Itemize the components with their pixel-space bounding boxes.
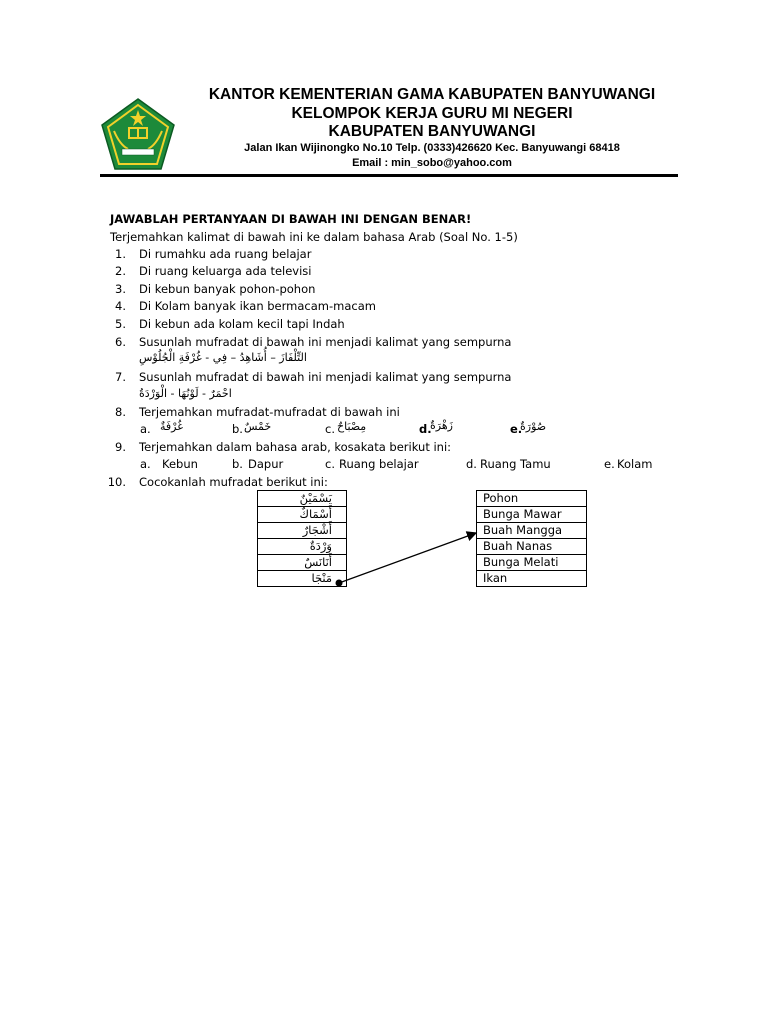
matching-right-item: Bunga Melati [477,555,587,571]
option-label: b. [232,457,243,471]
instruction: JAWABLAH PERTANYAAN DI BAWAH INI DENGAN BENAR! [110,212,472,226]
option-label: d. [466,457,477,471]
header-line1: KANTOR KEMENTERIAN GAMA KABUPATEN BANYUWANGI [208,86,656,103]
question-text: Di kebun ada kolam kecil tapi Indah [139,317,345,331]
matching-left-item: أَنَانَسٌ [258,555,347,571]
matching-right-item: Buah Nanas [477,539,587,555]
option-label: a. [140,422,151,436]
option-label: c. [325,422,335,436]
option-label: c. [325,457,335,471]
question-number: 10. [107,475,126,489]
option-label: e. [604,457,615,471]
question-number: 6. [115,335,126,349]
matching-left-item: أَسْمَاكٌ [258,507,347,523]
matching-left-item: وَرْدَةٌ [258,539,347,555]
option-arabic: خَمْسٌ [244,420,272,433]
matching-right-item: Bunga Mawar [477,507,587,523]
header-address: Jalan Ikan Wijinongko No.10 Telp. (0333)426620 Kec. Banyuwangi 68418 [244,142,620,154]
matching-left-item: يَسْمَيْنٌ [258,491,347,507]
question-number: 5. [115,317,126,331]
header-line2: KELOMPOK KERJA GURU MI NEGERI [291,105,573,122]
subinstruction: Terjemahkan kalimat di bawah ini ke dalam bahasa Arab (Soal No. 1-5) [110,230,518,244]
option-text: Kolam [617,457,653,471]
question-text: Terjemahkan dalam bahasa arab, kosakata berikut ini: [139,440,452,454]
question-text: Di ruang keluarga ada televisi [139,264,312,278]
question-number: 2. [115,264,126,278]
matching-left-item: مَنْجَا [258,571,347,587]
question-number: 9. [115,440,126,454]
question-number: 1. [115,247,126,261]
option-text: Ruang Tamu [480,457,551,471]
question-number: 7. [115,370,126,384]
question-text: Susunlah mufradat di bawah ini menjadi kalimat yang sempurna [139,370,512,384]
option-text: Dapur [248,457,284,471]
matching-left-item: أَشْجَارٌ [258,523,347,539]
option-label: d. [419,422,432,436]
option-label: a. [140,457,151,471]
option-text: Kebun [162,457,198,471]
question-text: Di Kolam banyak ikan bermacam-macam [139,299,376,313]
header-email: Email : min_sobo@yahoo.com [352,157,512,169]
question-text: Terjemahkan mufradat-mufradat di bawah ini [139,405,400,419]
question-number: 4. [115,299,126,313]
header-line3: KABUPATEN BANYUWANGI [328,123,536,140]
matching-right-item: Pohon [477,491,587,507]
question-text: Di kebun banyak pohon-pohon [139,282,316,296]
question-text: Susunlah mufradat di bawah ini menjadi kalimat yang sempurna [139,335,512,349]
question-number: 3. [115,282,126,296]
option-text: Ruang belajar [339,457,419,471]
option-label: e. [510,422,523,436]
option-arabic: صُوْرَةٌ [520,420,547,433]
option-label: b. [232,422,243,436]
matching-right-item: Ikan [477,571,587,587]
option-arabic: زَهْرَةٌ [430,419,453,432]
question-text: Cocokanlah mufradat berikut ini: [139,475,328,489]
question-text: Di rumahku ada ruang belajar [139,247,312,261]
question-number: 8. [115,405,126,419]
option-arabic: غُرْفَةٌ [160,420,183,433]
connector-arrow [339,533,476,583]
connector-dot [336,580,343,587]
arabic-words: التِّلْفَازَ – أُشَاهِدُ – فِي - غُرْفَةِ الْجُلُوْسِ [139,351,307,364]
matching-right-item: Buah Mangga [477,523,587,539]
option-arabic: مِصْبَاحٌ [337,420,367,433]
arabic-words: احْمَرٌ - لَوْنُهَا - الْوَرْدَةُ [139,387,232,400]
